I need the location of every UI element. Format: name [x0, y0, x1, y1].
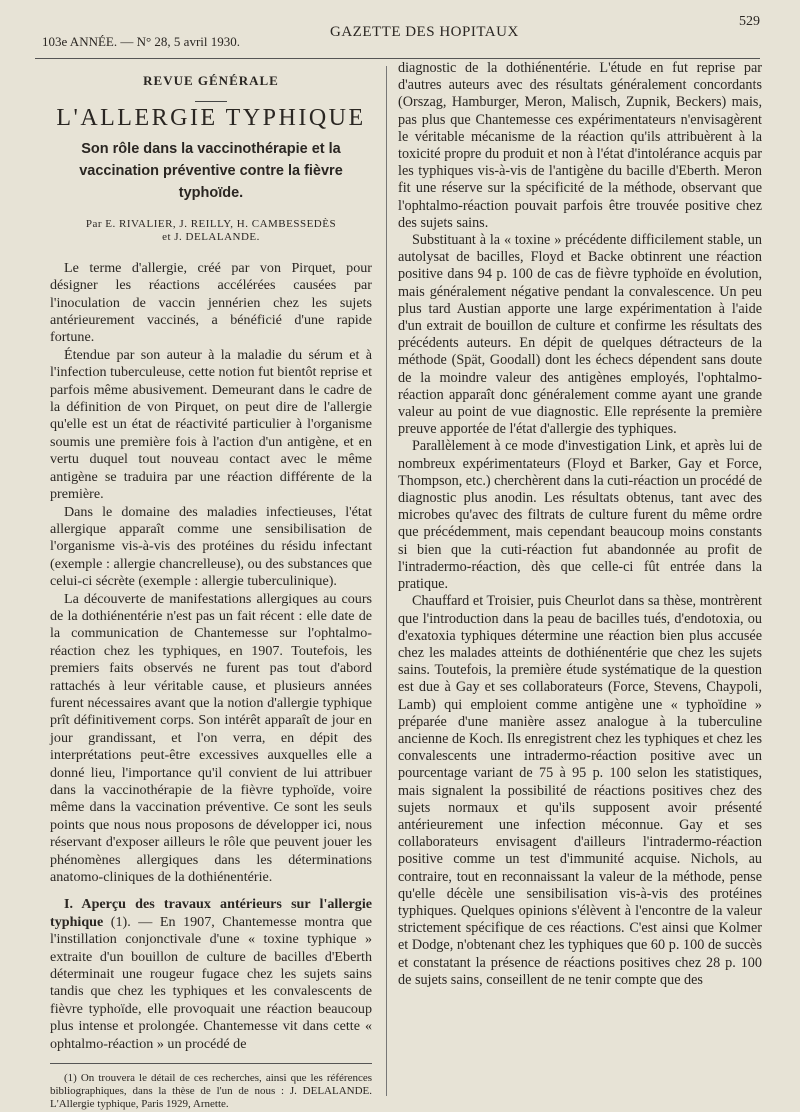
section-label: REVUE GÉNÉRALE: [143, 73, 279, 88]
paragraph-text: (1). — En 1907, Chantemesse montra que l'instillation conjonctivale d'une « toxine typhique » extraite d'un bouillon de culture de bacilles d'Eberth déterminait une rougeur fugace chez les sujets sains tandis que chez les typhiques et les convalescents de fièvre typhoïde, elle provoquait une réaction beaucoup plus intense et prolongée. Chantemesse vit dans cette « ophtalmo-réaction » un procédé de: [50, 913, 372, 1052]
paragraph: [50, 896, 372, 1053]
title-rule: [195, 101, 227, 102]
paragraph: Le terme d'allergie, créé par von Pirquet, pour désigner les réactions accélérées causées par l'inoculation de vaccin jennérien chez les sujets antérieurement vaccinés, a bénéficié d'une rapide fortune.: [50, 259, 372, 346]
paragraph: La découverte de manifestations allergiques au cours de la dothiénentérie n'est pas un fait récent : elle date de la communication de Chantemesse sur l'ophtalmo-réaction chez les typhiques, en 1907. Toutefois, les premiers faits observés ne furent pas tout d'abord rattachés à leur véritable cause, et plusieurs années furent nécessaires avant que la notion d'allergie typhique prît définitivement corps. Son intérêt apparaît de jour en jour grandissant, et l'on verra, en dépit des interprétations peut-être excessives auxquelles elle a donné lieu, l'importance qu'il convient de lui attribuer dans la vaccinothérapie de la fièvre typhoïde, voire même dans la vaccination préventive. Ce sont les seuls points que nous nous proposons de développer ici, nous réservant d'exposer ailleurs le rôle que peuvent jouer les phénomènes allergiques dans les déterminations anatomo-cliniques de la dothiénentérie.: [50, 590, 372, 886]
column-divider: [386, 66, 387, 1096]
section-heading: I. Aperçu des travaux antérieurs sur l'allergie typhique: [50, 896, 372, 930]
left-column: [50, 64, 372, 1111]
article-title: L'ALLERGIE TYPHIQUE: [56, 105, 366, 132]
header-rule: [35, 58, 760, 59]
footnote: (1) On trouvera le détail de ces recherches, ainsi que les références bibliographiques, dans la thèse de l'un de nous : J. DELALANDE. L'Allergie typhique, Paris 1929, Arnette.: [50, 1072, 372, 1111]
paragraph: Dans le domaine des maladies infectieuses, l'état allergique apparaît comme une sensibilisation de l'organisme vis-à-vis des protéines du résidu infectant (exemple : allergie chancrelleuse), ou des substances que celui-ci sécrète (exemple : allergie tuberculinique).: [50, 503, 372, 590]
footnote-rule: [50, 1063, 372, 1064]
paragraph: Chauffard et Troisier, puis Cheurlot dans sa thèse, montrèrent que l'introduction dans la peau de bacilles tués, d'endotoxia, ou d'exatoxia typhiques détermine une réaction bien plus accusée chez les malades atteints de dothiénentérie que chez les sujets sains. Toutefois, la première étude systématique de la question est due à Gay et ses collaborateurs (Force, Stevens, Chaypoli, Lamb) qui emploient comme antigène une « typhoïdine » préparée d'une manière assez analogue à la tuberculine ancienne de Koch. Ils enregistrent chez les typhiques et chez les convalescents une intradermo-réaction positive avec un pourcentage variant de 75 à 95 p. 100 selon les statistiques, mais signalent la possibilité de réactions positives chez des sujets normaux et qu'ils supposent avoir présenté antérieurement une infection méconnue. Gay et ses collaborateurs envisagent d'ailleurs l'intradermo-réaction positive comme un test d'immunité acquise. Nichols, au contraire, tout en reconnaissant la valeur de la méthode, pense qu'elle décèle une sensibilisation vis-à-vis des protéines typhiques. Quelques opinions s'élèvent à l'encontre de la valeur strictement spécifique de ces réactions. C'est ainsi que Kolmer et Dodge, n'obtenant chez les typhiques que 60 p. 100 de succès et constatant la présence de réactions positives chez 28 p. 100 de sujets sains, conseillent de ne tenir compte que des: [398, 593, 762, 988]
paragraph: diagnostic de la dothiénentérie. L'étude en fut reprise par d'autres auteurs avec des résultats généralement concordants (Orszag, Hamburger, Meron, Malisch, Zupnik, Beckers) mais, pas plus que Chantemesse ces expérimentateurs n'envisagèrent le véritable mécanisme de la réaction qu'ils attribuèrent à la toxicité propre du produit et non à l'état d'intolérance acquis par les typhiques vis-à-vis de l'antigène du bacille d'Eberth. Meron fit une réserve sur la spécificité de la méthode, observant que l'ophtalmo-réaction pouvait parfois être trouvée positive chez des sujets sains.: [398, 60, 762, 231]
article-subtitle: Son rôle dans la vaccinothérapie et la vaccination préventive contre la fièvre typhoïde.: [79, 140, 343, 201]
authors: [50, 218, 372, 244]
running-header: [30, 14, 760, 54]
right-column: [398, 60, 762, 989]
authors-line-2: et J. DELALANDE.: [162, 230, 260, 243]
journal-title: GAZETTE DES HOPITAUX: [330, 24, 519, 40]
issue-line: 103e ANNÉE. — N° 28, 5 avril 1930.: [42, 34, 241, 49]
authors-line-1: Par E. RIVALIER, J. REILLY, H. CAMBESSEDÈS: [85, 217, 337, 230]
paragraph: Étendue par son auteur à la maladie du sérum et à l'infection tuberculeuse, cette notion fut bientôt reprise et parfois même abusivement. Demeurant dans le cadre de la définition de von Pirquet, on peut dire de l'allergie qu'elle est un état de réactivité particulier à l'organisme soumis une première fois à l'action d'un antigène, et en vertu duquel tout nouveau contact avec le même antigène se traduira par une réaction différente de la première.: [50, 346, 372, 503]
paragraph: Parallèlement à ce mode d'investigation Link, et après lui de nombreux expérimentateurs (Floyd et Barker, Gay et Force, Thompson, etc.) cherchèrent dans la cuti-réaction un procédé de diagnostic plus anodin. Les résultats obtenus, tant avec des microbes qu'avec des filtrats de culture furent du même ordre que précédemment, mais cependant beaucoup moins constants si bien que la cuti-réaction fut abandonnée au profit de l'intradermo-réaction, dès que celle-ci fût entrée dans la pratique.: [398, 438, 762, 593]
page-number: 529: [739, 14, 760, 29]
paragraph: Substituant à la « toxine » précédente difficilement stable, un autolysat de bacilles, Floyd et Backe obtinrent une réaction positive dans 94 p. 100 de cas de fièvre typhoïde en évolution, mais généralement négative pendant la convalescence. Un peu plus tard Austian apporte une large expérimentation à l'aide d'un extrait de bouillon de culture et confirme les résultats des précédents auteurs. En dépit de quelques détracteurs de la méthode (Spät, Goodall) dont les échecs dépendent sans doute de la moindre valeur des antigènes employés, l'ophtalmo-réaction apparaît donc généralement comme ayant une grande valeur au point de vue diagnostic. Elle représente la première preuve apportée de l'état d'allergie des typhiques.: [398, 232, 762, 438]
